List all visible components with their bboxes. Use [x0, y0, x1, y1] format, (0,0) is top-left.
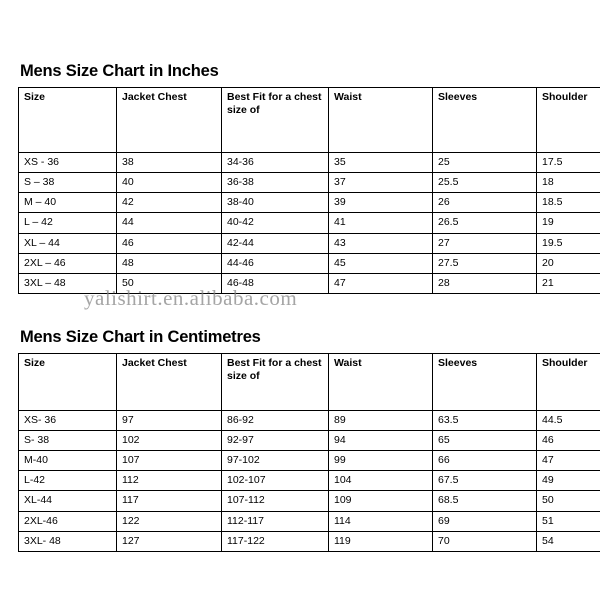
- cell-sleeves: 25: [433, 153, 537, 173]
- table-row: [19, 233, 600, 253]
- cell-best-fit: 44-46: [222, 253, 329, 273]
- section-spacer: [18, 294, 582, 328]
- cell-shoulder: 51: [537, 511, 600, 531]
- cell-sleeves: 27.5: [433, 253, 537, 273]
- cell-best-fit: 38-40: [222, 193, 329, 213]
- cell-shoulder: 19.5: [537, 233, 600, 253]
- table-row: [19, 471, 600, 491]
- column-header-shoulder: Shoulder: [537, 353, 600, 410]
- cell-waist: 47: [329, 273, 433, 293]
- cell-sleeves: 66: [433, 451, 537, 471]
- column-header-jacket-chest: Jacket Chest: [117, 88, 222, 153]
- table-row: [19, 451, 600, 471]
- table-row: [19, 491, 600, 511]
- table-row: [19, 431, 600, 451]
- cell-shoulder: 18.5: [537, 193, 600, 213]
- cell-jacket-chest: 127: [117, 531, 222, 551]
- cell-size: S – 38: [19, 173, 117, 193]
- cell-shoulder: 50: [537, 491, 600, 511]
- cell-sleeves: 26: [433, 193, 537, 213]
- cell-size: L-42: [19, 471, 117, 491]
- centimetres-table-body: [19, 410, 600, 551]
- column-header-waist: Waist: [329, 353, 433, 410]
- cell-size: 2XL-46: [19, 511, 117, 531]
- cell-waist: 104: [329, 471, 433, 491]
- cell-jacket-chest: 97: [117, 410, 222, 430]
- cell-jacket-chest: 44: [117, 213, 222, 233]
- cell-shoulder: 46: [537, 431, 600, 451]
- cell-best-fit: 40-42: [222, 213, 329, 233]
- inches-table-body: [19, 153, 600, 294]
- cell-shoulder: 47: [537, 451, 600, 471]
- cell-sleeves: 65: [433, 431, 537, 451]
- cell-size: 2XL – 46: [19, 253, 117, 273]
- cell-waist: 109: [329, 491, 433, 511]
- cell-waist: 114: [329, 511, 433, 531]
- cell-best-fit: 86-92: [222, 410, 329, 430]
- cell-size: XL – 44: [19, 233, 117, 253]
- cell-sleeves: 70: [433, 531, 537, 551]
- column-header-size: Size: [19, 353, 117, 410]
- column-header-sleeves: Sleeves: [433, 353, 537, 410]
- table-row: [19, 253, 600, 273]
- cell-waist: 94: [329, 431, 433, 451]
- cell-best-fit: 36-38: [222, 173, 329, 193]
- cell-size: L – 42: [19, 213, 117, 233]
- cell-waist: 43: [329, 233, 433, 253]
- cell-best-fit: 107-112: [222, 491, 329, 511]
- cell-jacket-chest: 48: [117, 253, 222, 273]
- cell-sleeves: 25.5: [433, 173, 537, 193]
- cell-jacket-chest: 38: [117, 153, 222, 173]
- centimetres-size-table: [18, 353, 600, 552]
- cell-waist: 37: [329, 173, 433, 193]
- cell-sleeves: 63.5: [433, 410, 537, 430]
- table-row: [19, 511, 600, 531]
- cell-jacket-chest: 117: [117, 491, 222, 511]
- cell-size: 3XL- 48: [19, 531, 117, 551]
- column-header-shoulder: Shoulder: [537, 88, 600, 153]
- cell-shoulder: 20: [537, 253, 600, 273]
- cell-shoulder: 54: [537, 531, 600, 551]
- cell-size: M-40: [19, 451, 117, 471]
- cell-best-fit: 92-97: [222, 431, 329, 451]
- cell-jacket-chest: 102: [117, 431, 222, 451]
- cell-jacket-chest: 46: [117, 233, 222, 253]
- cell-shoulder: 49: [537, 471, 600, 491]
- cell-best-fit: 97-102: [222, 451, 329, 471]
- cell-jacket-chest: 42: [117, 193, 222, 213]
- table-row: [19, 193, 600, 213]
- cell-shoulder: 18: [537, 173, 600, 193]
- cell-jacket-chest: 122: [117, 511, 222, 531]
- cell-sleeves: 67.5: [433, 471, 537, 491]
- cell-size: M – 40: [19, 193, 117, 213]
- cell-size: XL-44: [19, 491, 117, 511]
- cell-jacket-chest: 107: [117, 451, 222, 471]
- centimetres-chart-title: Mens Size Chart in Centimetres: [20, 327, 261, 346]
- cell-size: XS- 36: [19, 410, 117, 430]
- table-row: [19, 410, 600, 430]
- cell-best-fit: 102-107: [222, 471, 329, 491]
- table-row: [19, 153, 600, 173]
- cell-waist: 89: [329, 410, 433, 430]
- cell-sleeves: 26.5: [433, 213, 537, 233]
- cell-waist: 99: [329, 451, 433, 471]
- cell-best-fit: 34-36: [222, 153, 329, 173]
- inches-table-head: [19, 88, 600, 153]
- cell-best-fit: 42-44: [222, 233, 329, 253]
- cell-size: S- 38: [19, 431, 117, 451]
- table-row: [19, 531, 600, 551]
- inches-size-table: [18, 87, 600, 294]
- cell-size: XS - 36: [19, 153, 117, 173]
- cell-shoulder: 17.5: [537, 153, 600, 173]
- cell-jacket-chest: 50: [117, 273, 222, 293]
- cell-waist: 35: [329, 153, 433, 173]
- cell-waist: 119: [329, 531, 433, 551]
- cell-shoulder: 21: [537, 273, 600, 293]
- cell-waist: 45: [329, 253, 433, 273]
- table-header-row: [19, 353, 600, 410]
- cell-best-fit: 117-122: [222, 531, 329, 551]
- cell-best-fit: 46-48: [222, 273, 329, 293]
- table-header-row: [19, 88, 600, 153]
- cell-sleeves: 68.5: [433, 491, 537, 511]
- cell-jacket-chest: 112: [117, 471, 222, 491]
- centimetres-table-head: [19, 353, 600, 410]
- column-header-waist: Waist: [329, 88, 433, 153]
- cell-waist: 41: [329, 213, 433, 233]
- cell-sleeves: 69: [433, 511, 537, 531]
- table-row: [19, 273, 600, 293]
- table-row: [19, 173, 600, 193]
- watermark-text: yalishirt.en.alibaba.com: [84, 286, 298, 310]
- cell-shoulder: 44.5: [537, 410, 600, 430]
- cell-sleeves: 28: [433, 273, 537, 293]
- cell-waist: 39: [329, 193, 433, 213]
- cell-size: 3XL – 48: [19, 273, 117, 293]
- column-header-best-fit: Best Fit for a chest size of: [222, 353, 329, 410]
- column-header-best-fit: Best Fit for a chest size of: [222, 88, 329, 153]
- column-header-sleeves: Sleeves: [433, 88, 537, 153]
- table-row: [19, 213, 600, 233]
- cell-shoulder: 19: [537, 213, 600, 233]
- cell-sleeves: 27: [433, 233, 537, 253]
- cell-jacket-chest: 40: [117, 173, 222, 193]
- column-header-size: Size: [19, 88, 117, 153]
- inches-chart-title: Mens Size Chart in Inches: [20, 62, 219, 80]
- column-header-jacket-chest: Jacket Chest: [117, 353, 222, 410]
- cell-best-fit: 112-117: [222, 511, 329, 531]
